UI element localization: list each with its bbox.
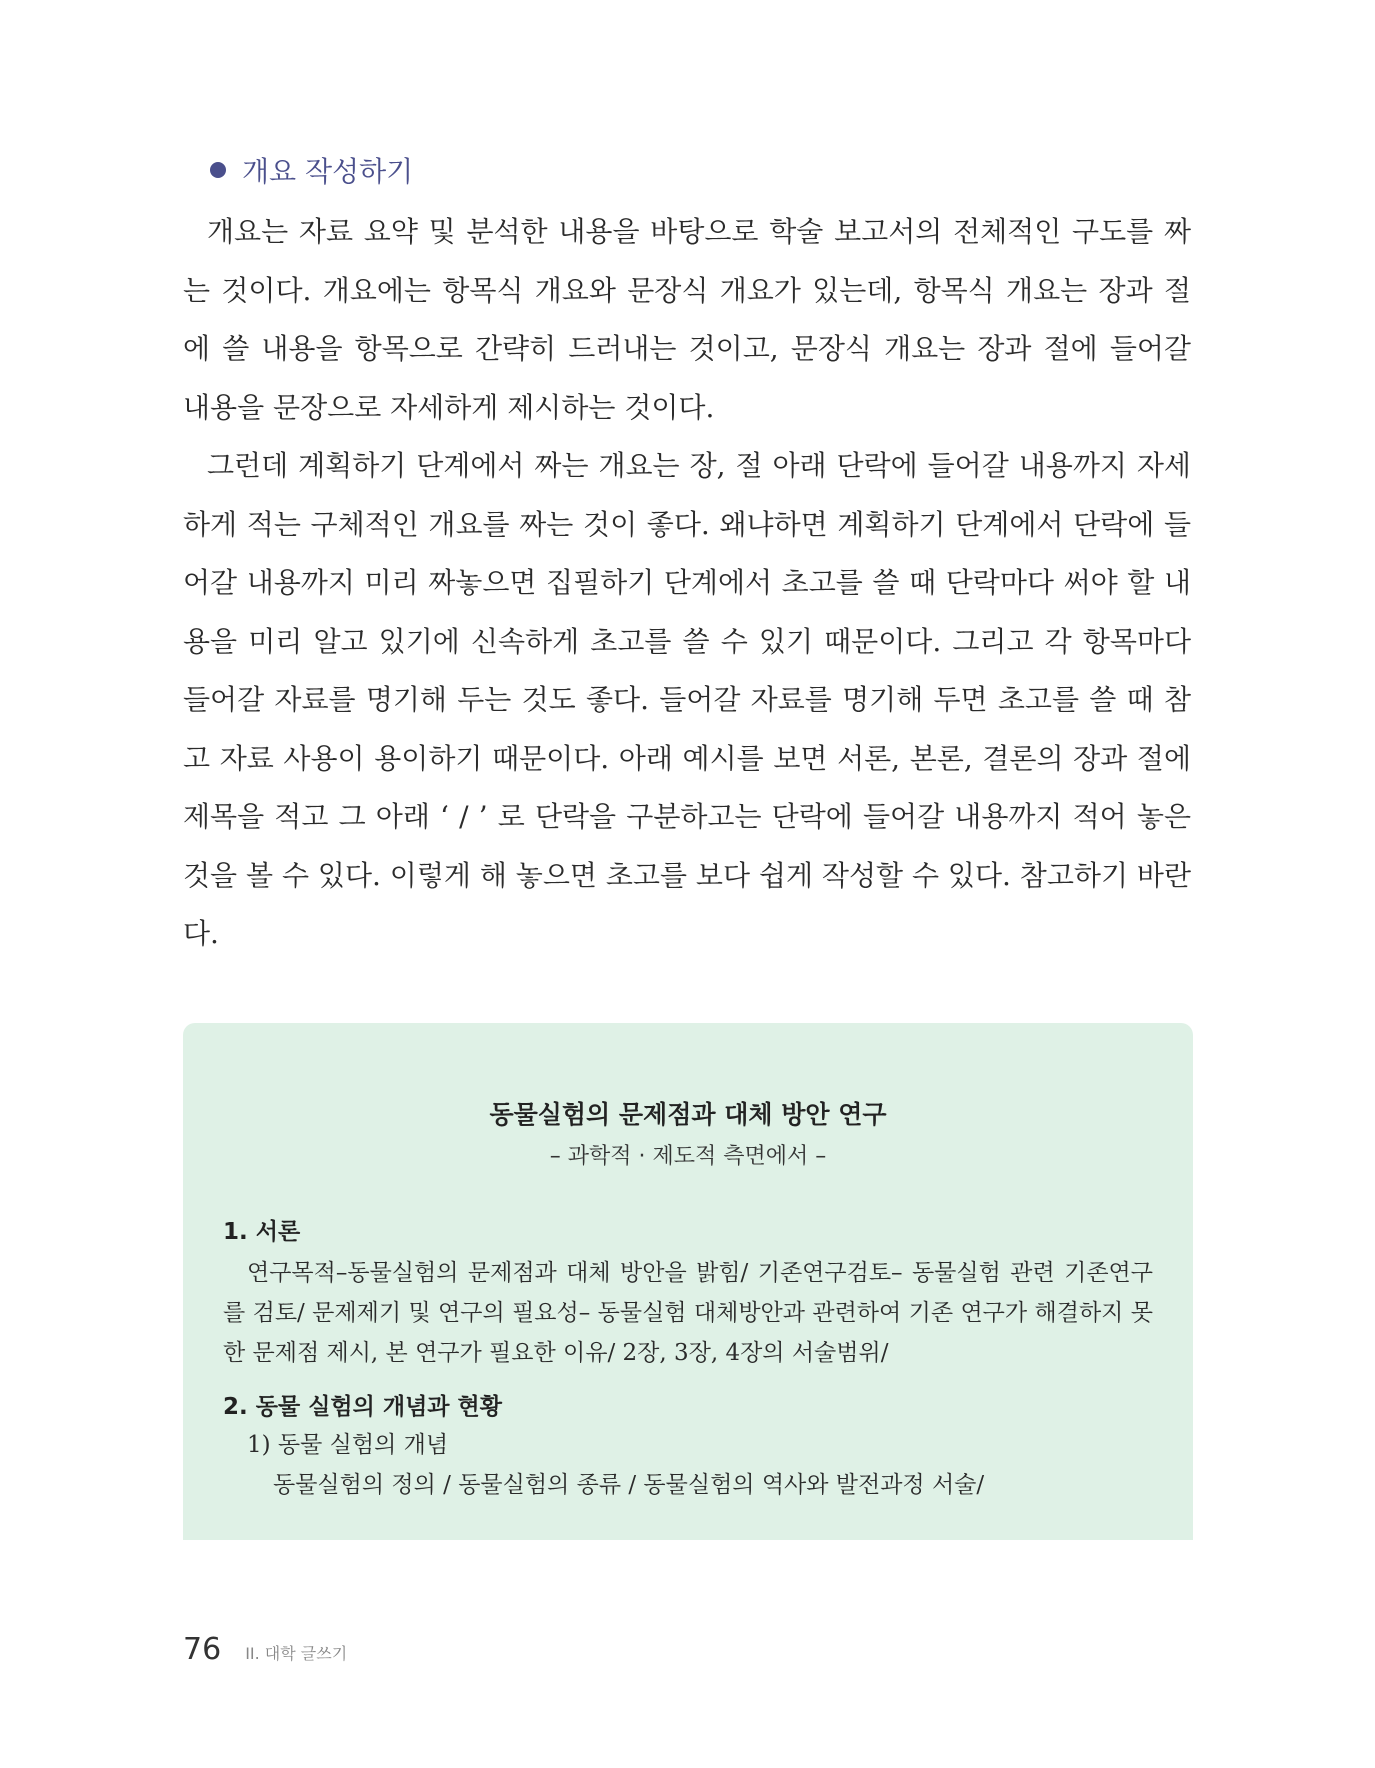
outline-subsection-body: 동물실험의 정의 / 동물실험의 종류 / 동물실험의 역사와 발전과정 서술/: [273, 1472, 985, 1498]
outline-section-heading: 1. 서론: [223, 1219, 301, 1245]
section-heading-text: 개요 작성하기: [242, 155, 414, 188]
outline-section-body: [223, 1253, 1153, 1373]
outline-section-heading: 2. 동물 실험의 개념과 현황: [223, 1394, 502, 1420]
outline-section-text: 연구목적–동물실험의 문제점과 대체 방안을 밝힘/ 기존연구검토– 동물실험 관련 기존연구를 검토/ 문제제기 및 연구의 필요성– 동물실험 대체방안과 관련하여 기존 연구가 해결하지 못한 문제점 제시, 본 연구가 필요한 이유/ 2장, 3장, 4장의 서술범위/: [223, 1260, 1153, 1366]
body-text: [183, 203, 1191, 964]
outline-subtitle: – 과학적 · 제도적 측면에서 –: [549, 1144, 827, 1169]
outline-subsection-heading: 1) 동물 실험의 개념: [247, 1432, 449, 1458]
paragraph: 그런데 계획하기 단계에서 짜는 개요는 장, 절 아래 단락에 들어갈 내용까지 자세하게 적는 구체적인 개요를 짜는 것이 좋다. 왜냐하면 계획하기 단계에서 단락에 들어갈 내용까지 미리 짜놓으면 집필하기 단계에서 초고를 쓸 때 단락마다 써야 할 내용을 미리 알고 있기에 신속하게 초고를 쓸 수 있기 때문이다. 그리고 각 항목마다 들어갈 자료를 명기해 두는 것도 좋다. 들어갈 자료를 명기해 두면 초고를 쓸 때 참고 자료 사용이 용이하기 때문이다. 아래 예시를 보면 서론, 본론, 결론의 장과 절에 제목을 적고 그 아래 ‘ / ’ 로 단락을 구분하고는 단락에 들어갈 내용까지 적어 놓은 것을 볼 수 있다. 이렇게 해 놓으면 초고를 보다 쉽게 작성할 수 있다. 참고하기 바란다.: [183, 449, 1191, 950]
page-number: 76: [183, 1632, 222, 1667]
paragraph: 개요는 자료 요약 및 분석한 내용을 바탕으로 학술 보고서의 전체적인 구도를 짜는 것이다. 개요에는 항목식 개요와 문장식 개요가 있는데, 항목식 개요는 장과 절에 쓸 내용을 항목으로 간략히 드러내는 것이고, 문장식 개요는 장과 절에 들어갈 내용을 문장으로 자세하게 제시하는 것이다.: [183, 215, 1191, 424]
bullet-icon: [210, 162, 226, 178]
section-heading: [210, 150, 413, 190]
outline-example-box: [183, 1023, 1193, 1540]
page-footer: [183, 1632, 347, 1667]
outline-title: 동물실험의 문제점과 대체 방안 연구: [489, 1100, 887, 1129]
chapter-label: II. 대학 글쓰기: [245, 1644, 348, 1663]
